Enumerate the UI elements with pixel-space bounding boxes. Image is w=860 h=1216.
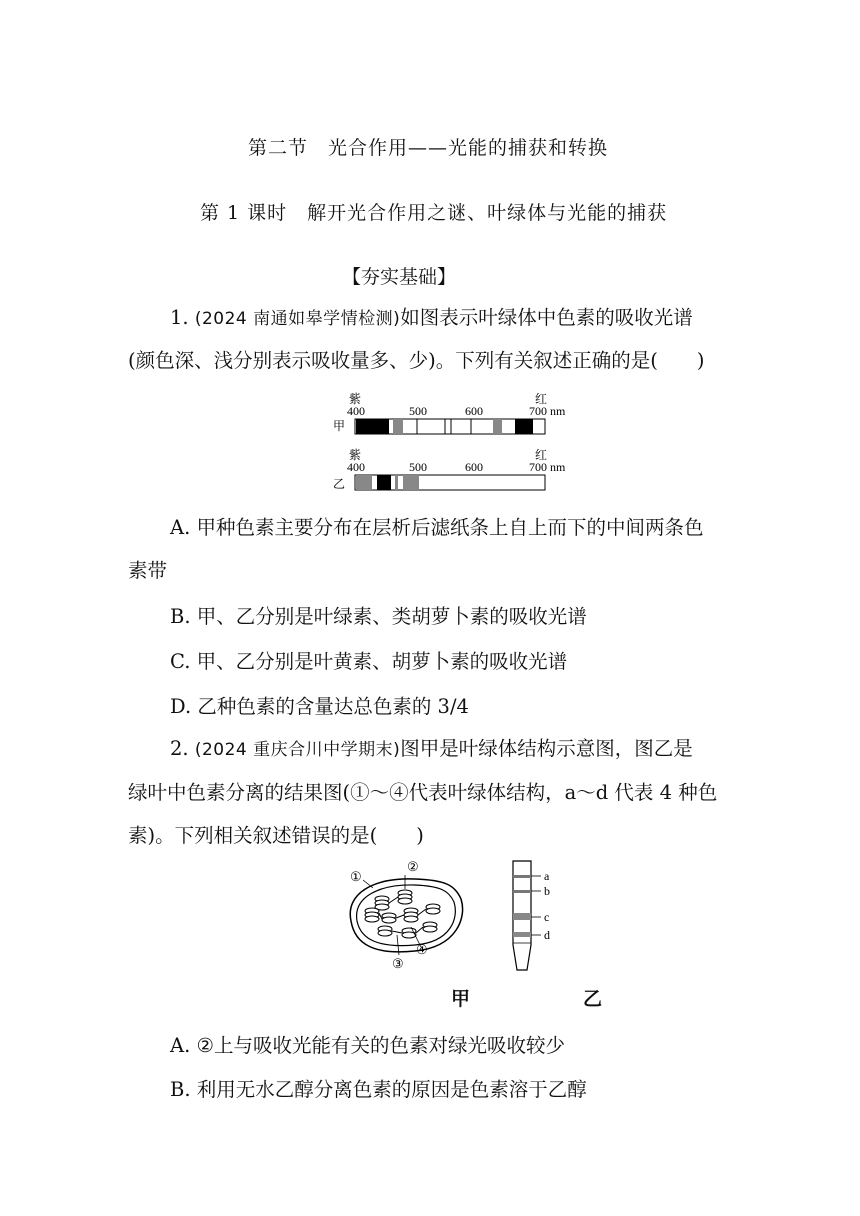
caption-jia: 甲 <box>451 988 471 1010</box>
q1-option-a-cont: 素带 <box>128 559 168 582</box>
q2-stem-line1 <box>170 733 693 764</box>
band-label-c: c <box>544 910 550 924</box>
chromatogram-strip <box>513 861 550 970</box>
q1-option-b: B. 甲、乙分别是叶绿素、类胡萝卜素的吸收光谱 <box>170 605 587 628</box>
jia-tick-600: 600 <box>465 404 483 418</box>
label-3: ③ <box>392 956 404 971</box>
q2-stem-line2: 绿叶中色素分离的结果图(①～④代表叶绿体结构，a～d 代表 4 种色 <box>128 781 718 804</box>
jia-tick-500: 500 <box>409 404 427 418</box>
caption-yi: 乙 <box>583 988 603 1010</box>
yi-band <box>356 475 372 490</box>
jia-band <box>356 419 389 434</box>
yi-unit: nm <box>550 460 566 474</box>
q2-source: (2024 重庆合川中学期末) <box>194 740 401 760</box>
jia-row-label: 甲 <box>333 419 346 433</box>
band-label-b: b <box>544 884 550 898</box>
yi-tick-700: 700 <box>529 460 547 474</box>
label-1: ① <box>350 869 362 884</box>
q2-stem-line3: 素)。下列相关叙述错误的是( ) <box>128 824 424 847</box>
jia-band <box>515 419 533 434</box>
yi-spectrum-bar <box>355 475 545 490</box>
grana <box>365 890 440 938</box>
yi-tick-400: 400 <box>347 460 365 474</box>
label-2: ② <box>407 859 419 874</box>
q2-stem-text: 图甲是叶绿体结构示意图，图乙是 <box>400 737 693 760</box>
q1-stem-line2: (颜色深、浅分别表示吸收量多、少)。下列有关叙述正确的是( ) <box>128 349 705 372</box>
label-4: ④ <box>416 942 428 957</box>
yi-band <box>403 475 419 490</box>
band-c <box>513 913 531 920</box>
lesson-title: 第 1 课时 解开光合作用之谜、叶绿体与光能的捕获 <box>200 202 668 224</box>
jia-spectrum-bar <box>355 419 545 434</box>
q1-spectrum-figure <box>325 390 585 496</box>
jia-band <box>493 419 502 434</box>
band-a <box>513 875 531 878</box>
section-title: 第二节 光合作用——光能的捕获和转换 <box>248 137 609 159</box>
q2-figure <box>335 855 575 975</box>
q1-number: 1. <box>170 306 195 329</box>
q2-option-b: B. 利用无水乙醇分离色素的原因是色素溶于乙醇 <box>170 1078 587 1101</box>
jia-unit: nm <box>550 404 566 418</box>
q1-option-a: A. 甲种色素主要分布在层析后滤纸条上自上而下的中间两条色 <box>170 516 704 539</box>
yi-row-label: 乙 <box>333 477 346 491</box>
yi-tick-500: 500 <box>409 460 427 474</box>
yi-red-label: 红 <box>535 448 548 462</box>
yi-band <box>395 475 398 490</box>
band-label-a: a <box>544 869 550 883</box>
q1-option-c: C. 甲、乙分别是叶黄素、胡萝卜素的吸收光谱 <box>170 650 568 673</box>
yi-tick-600: 600 <box>465 460 483 474</box>
q1-stem-text: 如图表示叶绿体中色素的吸收光谱 <box>400 306 693 329</box>
q1-stem-line1 <box>170 302 693 333</box>
jia-violet-label: 紫 <box>349 392 362 406</box>
yi-band <box>377 475 391 490</box>
q2-number: 2. <box>170 737 195 760</box>
band-b <box>513 890 531 893</box>
jia-red-label: 红 <box>535 392 548 406</box>
jia-tick-700: 700 <box>529 404 547 418</box>
band-label-d: d <box>544 928 550 942</box>
yi-violet-label: 紫 <box>349 448 362 462</box>
jia-tick-400: 400 <box>347 404 365 418</box>
q1-option-d: D. 乙种色素的含量达总色素的 3/4 <box>170 695 469 718</box>
q1-source: (2024 南通如皋学情检测) <box>194 309 401 329</box>
jia-band <box>393 419 403 434</box>
band-d <box>513 932 531 937</box>
section-label: 【夯实基础】 <box>342 266 457 288</box>
q2-option-a: A. ②上与吸收光能有关的色素对绿光吸收较少 <box>170 1034 565 1057</box>
chloroplast-diagram <box>350 859 463 971</box>
